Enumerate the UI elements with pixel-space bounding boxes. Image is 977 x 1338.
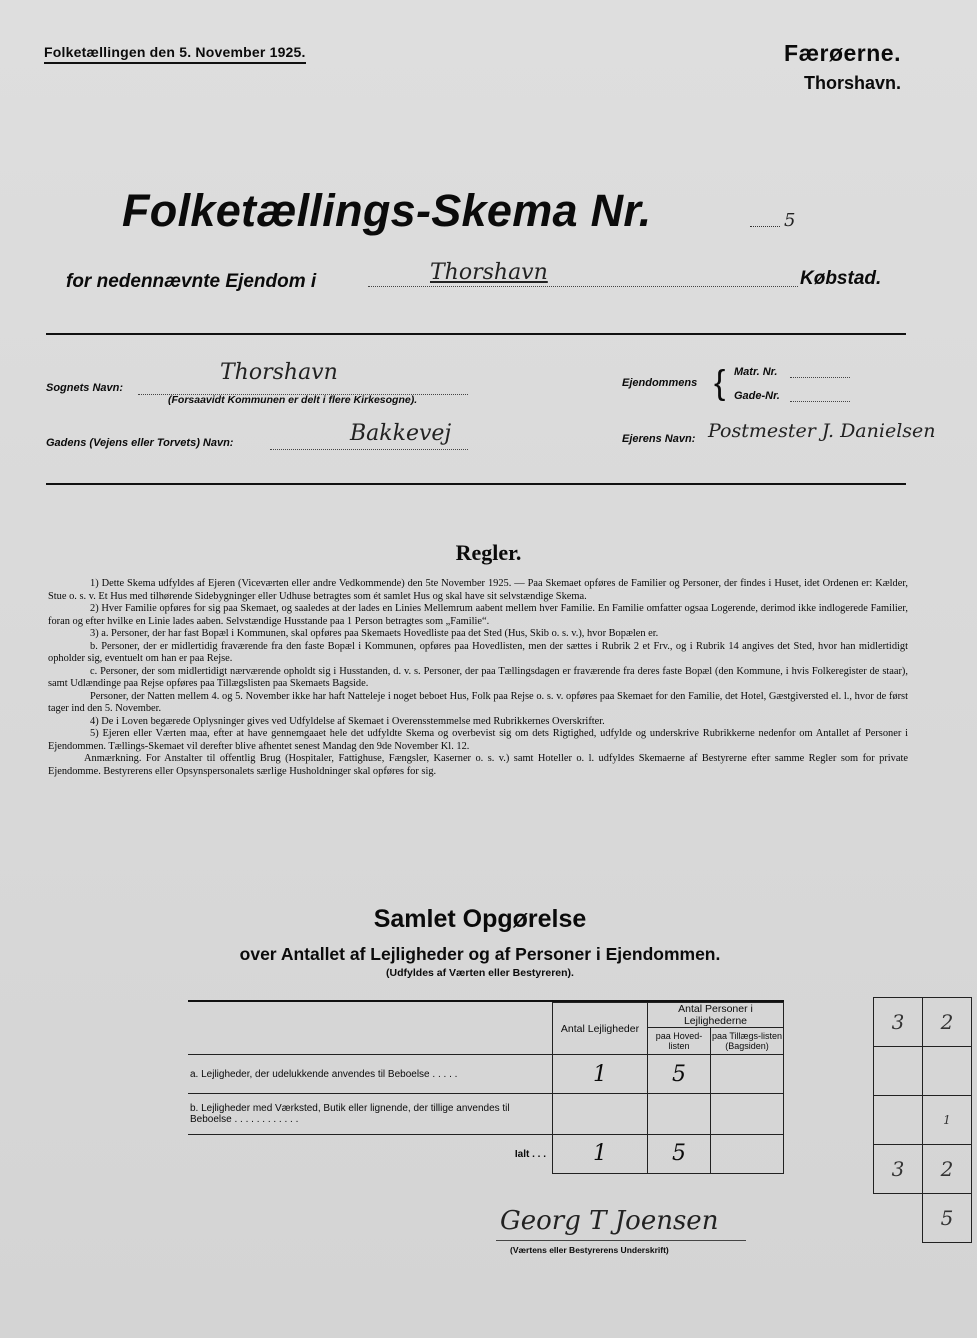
owner-handwritten: Postmester J. Danielsen bbox=[708, 420, 936, 442]
side-tally-grid bbox=[873, 997, 972, 1243]
row-a-antal: 1 bbox=[553, 1055, 648, 1094]
row-b-tillaeg bbox=[711, 1094, 784, 1135]
tally-r5c1-empty bbox=[874, 1194, 923, 1243]
gade-nr-label: Gade-Nr. bbox=[734, 390, 780, 402]
summary-subtitle: over Antallet af Lejligheder og af Personer i Ejendommen. bbox=[239, 944, 721, 964]
row-ialt-tillaeg bbox=[711, 1135, 784, 1174]
form-number-dots bbox=[750, 226, 780, 227]
tally-r4c1: 3 bbox=[874, 1145, 923, 1194]
divider-top bbox=[46, 333, 906, 335]
rule-4: 4) De i Loven begærede Oplysninger gives ved Udfyldelse af Skemaet i Overensstemmelse med Rubrikkernes Overskrifter. bbox=[90, 715, 605, 727]
parish-note: (Forsaavidt Kommunen er delt i flere Kirkesogne). bbox=[168, 394, 418, 406]
divider-bottom bbox=[46, 483, 906, 485]
row-ialt-antal: 1 bbox=[553, 1135, 648, 1174]
property-label: Ejendommens bbox=[622, 377, 698, 389]
owner-label: Ejerens Navn: bbox=[622, 433, 696, 445]
signature-label: (Værtens eller Bestyrerens Underskrift) bbox=[510, 1245, 669, 1255]
census-date-heading: Folketællingen den 5. November 1925. bbox=[44, 44, 306, 64]
row-b-label: b. Lejligheder med Værksted, Butik eller lignende, der tillige anvendes til Beboelse . . . . . . . . . . . . bbox=[188, 1094, 553, 1135]
rule-2: 2) Hver Familie opføres for sig paa Skemaet, og saaledes at der lades en Linies Mellemrum aabent mellem hver Familie. En Familie omfatter ogsaa Logerende, derimod ikke indlogerede Familier, foran og efter hvilke en Linie lades aaben. Selvstændige Husstande paa 1 Person betragtes som „Familie“. bbox=[48, 603, 908, 627]
rule-3c: c. Personer, der som midlertidigt nærværende opholdt sig i Husstanden, d. v. s. Personer, der paa Tællingsdagen er fraværende fra deres faste Bopæl (den Kommune, i hvis Folkeregister de staar), samt Udlændinge paa Rejse opføres paa Tillægslisten paa Skemaets Bagside. bbox=[48, 665, 908, 689]
row-a-hoved: 5 bbox=[648, 1055, 711, 1094]
town-heading: Thorshavn. bbox=[803, 73, 901, 93]
tally-r1c2: 2 bbox=[923, 998, 972, 1047]
gade-nr-dots bbox=[790, 401, 850, 402]
summary-table bbox=[188, 1002, 784, 1174]
row-a-tillaeg bbox=[711, 1055, 784, 1094]
parish-label: Sognets Navn: bbox=[46, 382, 124, 394]
place-dots bbox=[368, 286, 798, 287]
tally-r2c1 bbox=[874, 1047, 923, 1096]
kobstad-label: Købstad. bbox=[800, 268, 882, 289]
rule-5: 5) Ejeren eller Værten maa, efter at have gennemgaaet hele det udfyldte Skema og overbevist sig om dets Rigtighed, udfylde og underskrive Rubrikkerne nedenfor om Antallet af Personer i Ejendommen. Tællings-Skemaet vil derefter blive afhentet senest Mandag den 9de November Kl. 12. bbox=[48, 728, 908, 752]
for-property-label: for nedennævnte Ejendom i bbox=[66, 271, 317, 292]
tally-r4c2: 2 bbox=[923, 1145, 972, 1194]
row-ialt-label: Ialt . . . bbox=[188, 1135, 553, 1174]
form-number-handwritten: 5 bbox=[784, 210, 796, 231]
tally-r2c2 bbox=[923, 1047, 972, 1096]
region-heading: Færøerne. bbox=[784, 40, 901, 66]
summary-title: Samlet Opgørelse bbox=[373, 905, 587, 933]
summary-note: (Udfyldes af Værten eller Bestyreren). bbox=[386, 967, 574, 979]
tally-r1c1: 3 bbox=[874, 998, 923, 1047]
row-b-antal bbox=[553, 1094, 648, 1135]
tally-r3c1 bbox=[874, 1096, 923, 1145]
signature-line bbox=[496, 1240, 746, 1241]
col-antal-header: Antal Lejligheder bbox=[553, 1003, 648, 1055]
col-hoved-header: paa Hoved-listen bbox=[648, 1028, 711, 1055]
street-label: Gadens (Vejens eller Torvets) Navn: bbox=[46, 437, 234, 449]
rule-1: 1) Dette Skema udfyldes af Ejeren (Viceværten eller andre Vedkommende) den 5te November 1925. — Paa Skemaet opføres de Familier og Personer, der findes i Huset, idet Ordenen er: Kælder, Stue o. s. v. Et Hus med tilhørende Sidebygninger eller Udhuse betragtes som ét samlet Hus og skal have sit selvstændige Skema. bbox=[48, 578, 908, 602]
summary-corner bbox=[188, 1003, 553, 1055]
rules-title: Regler. bbox=[455, 540, 522, 565]
street-dots bbox=[270, 449, 468, 450]
col-personer-header: Antal Personer i Lejlighederne bbox=[648, 1003, 784, 1028]
rule-3a: 3) a. Personer, der har fast Bopæl i Kommunen, skal opføres paa Skemaets Hovedliste paa det Sted (Hus, Skib o. s. v.), hvor Bopælen er. bbox=[90, 628, 659, 639]
rule-3d: Personer, der Natten mellem 4. og 5. November ikke har haft Natteleje i noget beboet Hus, Folk paa Rejse o. s. v. opføres paa Skemaet for den Familie, det Hotel, Gæstgiversted el. l., hvor de først tager ind den 5. November. bbox=[48, 690, 908, 714]
matr-nr-dots bbox=[790, 377, 850, 378]
row-ialt-hoved: 5 bbox=[648, 1135, 711, 1174]
rules-body bbox=[48, 578, 908, 778]
form-title: Folketællings-Skema Nr. bbox=[122, 185, 652, 236]
matr-nr-label: Matr. Nr. bbox=[734, 366, 778, 378]
col-tillaeg-header: paa Tillægs-listen (Bagsiden) bbox=[711, 1028, 784, 1055]
rule-3b: b. Personer, der er midlertidig fraværende fra den faste Bopæl i Kommunen, opføres paa Hovedlisten, men der sættes i Rubrik 2 et Frv., og i Rubrik 14 angives det Sted, hvor han midlertidigt opholder sig, eventuelt om han er paa Rejse. bbox=[48, 640, 908, 664]
signature-handwritten: Georg T Joensen bbox=[500, 1206, 719, 1236]
rule-note: Anmærkning. For Anstalter til offentlig Brug (Hospitaler, Fattighuse, Fængsler, Kaserner o. s. v.) samt Hoteller o. l. udfyldes Skemaerne af Bestyrerne efter samme Regler som for private Ejendomme. Bestyrerens eller Opsynspersonalets særlige Husholdninger skal opføres for sig. bbox=[48, 753, 908, 777]
place-handwritten: Thorshavn bbox=[430, 260, 548, 285]
bracket-glyph: { bbox=[714, 364, 726, 402]
street-handwritten: Bakkevej bbox=[350, 421, 452, 446]
tally-r5c2: 5 bbox=[923, 1194, 972, 1243]
row-b-hoved bbox=[648, 1094, 711, 1135]
parish-handwritten: Thorshavn bbox=[220, 360, 338, 385]
row-a-label: a. Lejligheder, der udelukkende anvendes til Beboelse . . . . . bbox=[188, 1055, 553, 1094]
tally-r3c2: 1 bbox=[923, 1096, 972, 1145]
